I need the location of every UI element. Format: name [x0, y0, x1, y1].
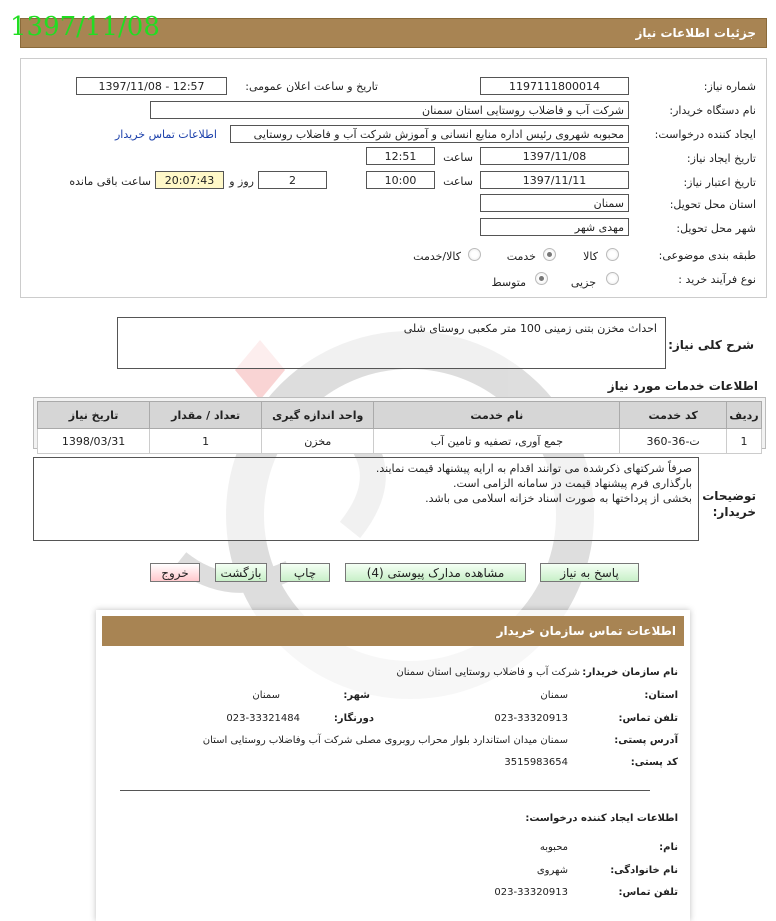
province-field: سمنان — [480, 194, 629, 212]
contact-address-label: آدرس پستی: — [614, 735, 678, 746]
reply-button[interactable]: پاسخ به نیاز — [540, 563, 639, 582]
contact-phone-value: 023-33320913 — [494, 713, 568, 724]
contact-city-value: سمنان — [252, 690, 280, 701]
description-label: شرح کلی نیاز: — [668, 338, 754, 352]
contact-org-label: نام سازمان خریدار: — [582, 667, 678, 678]
need-number-field: 1197111800014 — [480, 77, 629, 95]
created-date-field: 1397/11/08 — [480, 147, 629, 165]
table-cell: ت-36-360 — [620, 429, 727, 454]
contact-card-title: اطلاعات تماس سازمان خریدار — [496, 624, 676, 638]
creator-section-title: اطلاعات ایجاد کننده درخواست: — [525, 813, 678, 824]
creator-phone-label: تلفن تماس: — [618, 887, 678, 898]
creator-label: ایجاد کننده درخواست: — [654, 128, 756, 141]
creator-family-label: نام خانوادگی: — [610, 865, 678, 876]
exit-button[interactable]: خروج — [150, 563, 200, 582]
contact-fax-label: دورنگار: — [333, 713, 374, 724]
validity-label: تاریخ اعتبار نیاز: — [683, 176, 756, 189]
table-cell: 1398/03/31 — [38, 429, 150, 454]
contact-province-label: استان: — [644, 690, 678, 701]
days-label: روز و — [229, 175, 254, 188]
notes-line: بارگذاری فرم پیشنهاد قیمت در سامانه الزامی است. — [452, 477, 692, 490]
category-both-radio[interactable] — [468, 248, 481, 261]
creator-name-label: نام: — [659, 842, 678, 853]
category-service-label: خدمت — [506, 250, 536, 263]
description-box — [117, 317, 666, 369]
contact-postal-value: 3515983654 — [504, 757, 568, 768]
contact-org-value: شرکت آب و فاضلاب روستایی استان سمنان — [396, 667, 580, 678]
creator-name-value: محبوبه — [539, 842, 568, 853]
creator-phone-value: 023-33320913 — [494, 887, 568, 898]
province-label: استان محل تحویل: — [669, 198, 756, 211]
buyer-field: شرکت آب و فاضلاب روستایی استان سمنان — [150, 101, 629, 119]
announce-field: 1397/11/08 - 12:57 — [76, 77, 227, 95]
table-header-row — [38, 402, 762, 429]
contact-card-header — [102, 616, 684, 646]
description-text: احداث مخزن بتنی زمینی 100 متر مکعبی روستای شلی — [403, 322, 657, 335]
contact-link[interactable]: اطلاعات تماس خریدار — [115, 128, 217, 141]
header-title: جزئیات اطلاعات نیاز — [635, 26, 756, 40]
buyer-label: نام دستگاه خریدار: — [669, 104, 756, 117]
notes-line: صرفاً شرکتهای ذکرشده می توانند اقدام به ارایه پیشنهاد قیمت نمایند. — [375, 462, 692, 475]
contact-card — [96, 610, 690, 921]
city-field: مهدی شهر — [480, 218, 629, 236]
remaining-label: ساعت باقی مانده — [69, 175, 151, 188]
contact-province-value: سمنان — [540, 690, 568, 701]
table-header: تعداد / مقدار — [150, 402, 262, 429]
services-table-frame — [33, 397, 766, 449]
contact-address-value: سمنان میدان استاندارد بلوار محراب روبروی مصلی شرکت آب وفاضلاب روستایی استان — [202, 735, 568, 746]
validity-time-field: 10:00 — [366, 171, 435, 189]
contact-postal-label: کد پستی: — [630, 757, 678, 768]
created-date-label: تاریخ ایجاد نیاز: — [686, 152, 756, 165]
contact-fax-value: 023-33321484 — [226, 713, 300, 724]
table-cell: جمع آوری، تصفیه و تامین آب — [374, 429, 620, 454]
notes-line: بخشی از پرداختها به صورت اسناد خزانه اسلامی می باشد. — [425, 492, 692, 505]
table-header: تاریخ نیاز — [38, 402, 150, 429]
need-number-label: شماره نیاز: — [703, 80, 756, 93]
city-label: شهر محل تحویل: — [676, 222, 756, 235]
table-header: ردیف — [726, 402, 761, 429]
back-button[interactable]: بازگشت — [215, 563, 267, 582]
print-button[interactable]: چاپ — [280, 563, 330, 582]
process-partial-radio[interactable] — [606, 272, 619, 285]
notes-label: توضیحات خریدار: — [702, 489, 756, 519]
creator-family-value: شهروی — [536, 865, 568, 876]
notes-box — [33, 457, 699, 541]
announce-label: تاریخ و ساعت اعلان عمومی: — [245, 80, 378, 93]
contact-city-label: شهر: — [343, 690, 370, 701]
remaining-time-field: 20:07:43 — [155, 171, 224, 189]
creator-field: محبوبه شهروی رئیس اداره منابع انسانی و آموزش شرکت آب و فاضلاب روستایی — [230, 125, 629, 143]
created-time-field: 12:51 — [366, 147, 435, 165]
validity-date-field: 1397/11/11 — [480, 171, 629, 189]
contact-phone-label: تلفن تماس: — [618, 713, 678, 724]
category-service-radio[interactable] — [543, 248, 556, 261]
process-partial-label: جزیی — [570, 276, 596, 289]
contact-divider — [120, 790, 650, 791]
process-medium-radio[interactable] — [535, 272, 548, 285]
table-header: واحد اندازه گیری — [262, 402, 374, 429]
table-row — [38, 429, 762, 454]
table-cell: 1 — [150, 429, 262, 454]
days-field: 2 — [258, 171, 327, 189]
watermark-date: 1397/11/08 — [10, 12, 160, 42]
category-label: طبقه بندی موضوعی: — [658, 249, 756, 262]
category-goods-radio[interactable] — [606, 248, 619, 261]
table-header: کد خدمت — [620, 402, 727, 429]
table-cell: 1 — [726, 429, 761, 454]
created-time-label: ساعت — [443, 151, 473, 164]
services-title: اطلاعات خدمات مورد نیاز — [607, 379, 758, 393]
services-table — [37, 401, 762, 454]
category-goods-label: کالا — [583, 250, 598, 263]
process-medium-label: متوسط — [491, 276, 526, 289]
table-cell: مخزن — [262, 429, 374, 454]
validity-time-label: ساعت — [443, 175, 473, 188]
process-label: نوع فرآیند خرید : — [678, 273, 756, 286]
table-header: نام خدمت — [374, 402, 620, 429]
category-both-label: کالا/خدمت — [413, 250, 461, 263]
attachments-button[interactable]: مشاهده مدارک پیوستی (4) — [345, 563, 526, 582]
